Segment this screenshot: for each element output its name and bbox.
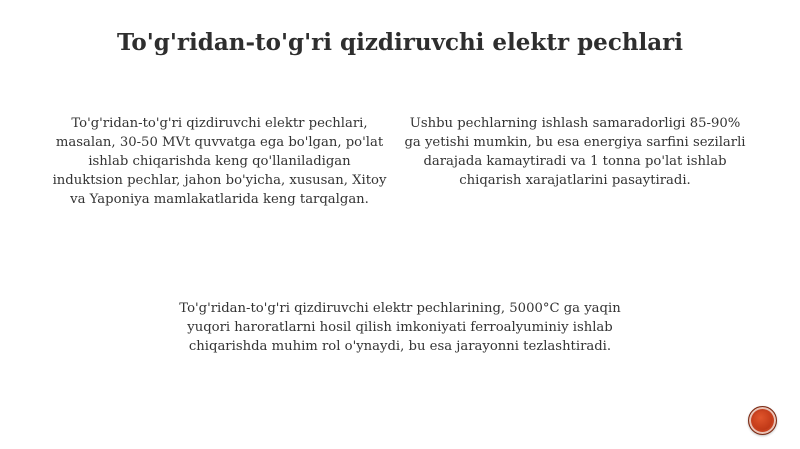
- paragraph-right: Ushbu pechlarning ishlash samaradorligi 85-90% ga yetishi mumkin, bu esa energiya sarfini sezilarli darajada kamaytiradi va 1 tonna po'lat ishlab chiqarish xarajatlarini pasaytiradi.: [404, 116, 746, 188]
- slide-nav-button[interactable]: [748, 406, 777, 435]
- circle-button-icon: [753, 411, 772, 430]
- paragraph-bottom: To'g'ridan-to'g'ri qizdiruvchi elektr pechlarining, 5000°C ga yaqin yuqori haroratlarni hosil qilish imkoniyati ferroalyuminiy ishlab chiqarishda muhim rol o'ynaydi, bu esa jarayonni tezlashtiradi.: [179, 301, 621, 354]
- slide-title: To'g'ridan-to'g'ri qizdiruvchi elektr pechlari: [116, 29, 684, 56]
- paragraph-left: To'g'ridan-to'g'ri qizdiruvchi elektr pechlari, masalan, 30-50 MVt quvvatga ega bo'lgan, po'lat ishlab chiqarishda keng qo'llaniladigan induktsion pechlar, jahon bo'yicha, xususan, Xitoy va Yaponiya mamlakatlarida keng tarqalgan.: [52, 116, 387, 207]
